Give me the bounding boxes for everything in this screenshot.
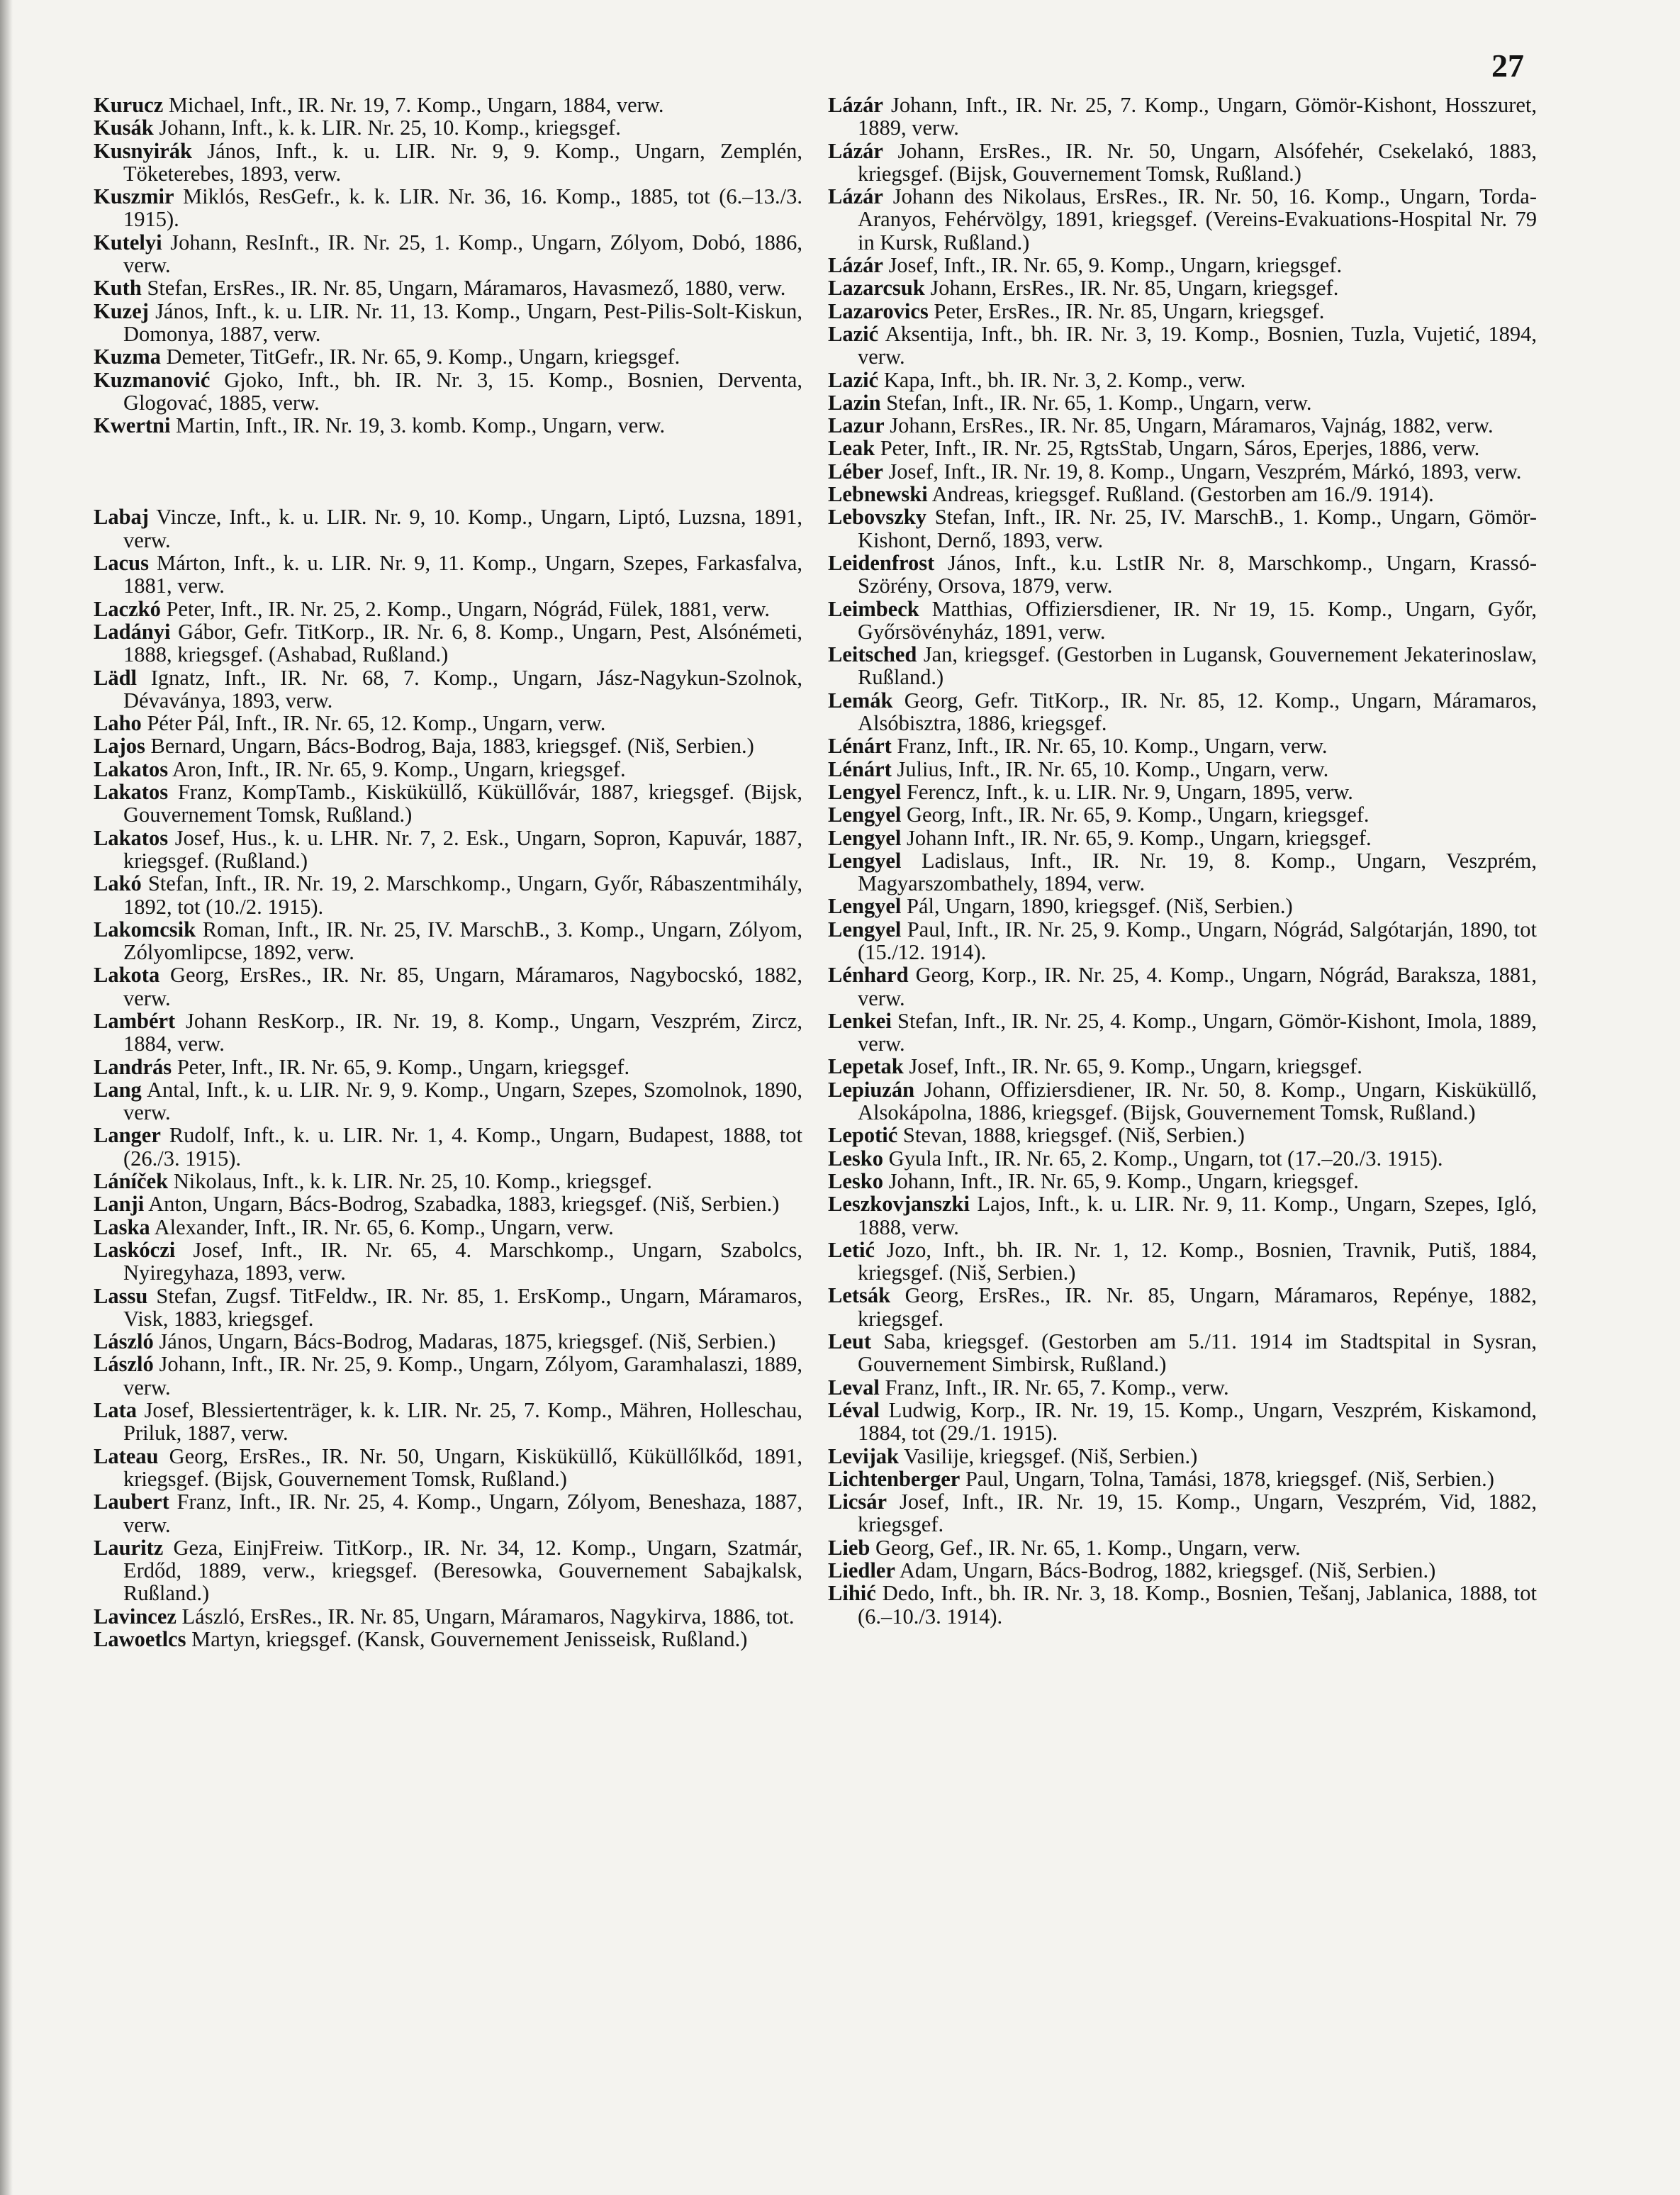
entry-surname: Lesko (828, 1168, 883, 1193)
casualty-entry (94, 1010, 802, 1056)
entry-details: Johann, Offiziersdiener, IR. Nr. 50, 8. Komp., Ungarn, Kisküküllő, Alsokápolna, 1886, kriegsgef. (Bijsk, Gouvernement Tomsk, Rußland.) (858, 1077, 1537, 1125)
entry-details: Péter Pál, Inft., IR. Nr. 65, 12. Komp., Ungarn, verw. (141, 711, 606, 736)
entry-details: Dedo, Inft., bh. IR. Nr. 3, 18. Komp., Bosnien, Tešanj, Jablanica, 1888, tot (6.–10./3. 1914). (858, 1581, 1537, 1629)
entry-details: Vincze, Inft., k. u. LIR. Nr. 9, 10. Komp., Ungarn, Liptó, Luzsna, 1891, verw. (123, 505, 802, 552)
entry-surname: Lénárt (828, 756, 892, 781)
casualty-entry (828, 1536, 1537, 1559)
entry-surname: Liedler (828, 1558, 895, 1582)
entry-surname: Lacus (94, 551, 149, 576)
casualty-entry (94, 277, 802, 299)
casualty-entry (94, 598, 802, 620)
casualty-entry (94, 185, 802, 231)
casualty-entry (94, 345, 802, 368)
entry-details: Adam, Ungarn, Bács-Bodrog, 1882, kriegsgef. (Niš, Serbien.) (895, 1558, 1436, 1582)
entry-details: Josef, Inft., IR. Nr. 19, 15. Komp., Ungarn, Veszprém, Vid, 1882, kriegsgef. (858, 1490, 1537, 1537)
entry-surname: Lawoetlcs (94, 1627, 186, 1651)
casualty-entry (94, 1628, 802, 1651)
left-entries-a (94, 94, 802, 437)
entry-surname: Lassu (94, 1283, 148, 1308)
entry-surname: Leszkovjanszki (828, 1192, 970, 1217)
entry-surname: Lata (94, 1398, 137, 1423)
entry-details: János, Inft., k. u. LIR. Nr. 9, 9. Komp., Ungarn, Zemplén, Töketerebes, 1893, verw. (123, 138, 802, 186)
entry-details: Johann, Inft., IR. Nr. 25, 9. Komp., Ungarn, Zólyom, Garamhalaszi, 1889, verw. (123, 1352, 802, 1400)
casualty-entry (828, 1490, 1537, 1536)
entry-details: Josef, Inft., IR. Nr. 65, 9. Komp., Ungarn, kriegsgef. (903, 1054, 1362, 1079)
casualty-entry (94, 1445, 802, 1491)
entry-details: Kapa, Inft., bh. IR. Nr. 3, 2. Komp., verw. (878, 367, 1246, 392)
casualty-entry (828, 94, 1537, 140)
casualty-entry (828, 506, 1537, 552)
entry-surname: Kuth (94, 276, 142, 301)
casualty-entry (828, 460, 1537, 483)
casualty-entry (828, 369, 1537, 391)
casualty-entry (828, 643, 1537, 689)
entry-details: Bernard, Ungarn, Bács-Bodrog, Baja, 1883, kriegsgef. (Niš, Serbien.) (145, 734, 754, 759)
entry-surname: Lakó (94, 871, 142, 896)
entry-surname: Lazić (828, 321, 879, 346)
entry-surname: Lakatos (94, 756, 169, 781)
entry-surname: Levijak (828, 1443, 899, 1468)
entry-surname: Kurucz (94, 93, 164, 117)
casualty-entry (94, 1056, 802, 1078)
entry-details: Lajos, Inft., k. u. LIR. Nr. 9, 11. Komp., Ungarn, Szepes, Igló, 1888, verw. (858, 1192, 1537, 1239)
casualty-entry (828, 140, 1537, 186)
casualty-entry (94, 1216, 802, 1239)
entry-details: Stefan, Inft., IR. Nr. 25, 4. Komp., Ungarn, Gömör-Kishont, Imola, 1889, verw. (858, 1008, 1537, 1056)
entry-details: Peter, ErsRes., IR. Nr. 85, Ungarn, kriegsgef. (928, 298, 1325, 323)
entry-surname: Lauritz (94, 1535, 164, 1560)
entry-details: Johann, ErsRes., IR. Nr. 85, Ungarn, Máramaros, Vajnág, 1882, verw. (884, 413, 1494, 438)
entry-details: Georg, Korp., IR. Nr. 25, 4. Komp., Ungarn, Nógrád, Baraksza, 1881, verw. (858, 963, 1537, 1010)
entry-surname: Lateau (94, 1443, 159, 1468)
entry-details: Johann Inft., IR. Nr. 65, 9. Komp., Ungarn, kriegsgef. (901, 825, 1372, 850)
entry-surname: Lazur (828, 413, 885, 438)
entry-details: Jozo, Inft., bh. IR. Nr. 1, 12. Komp., Bosnien, Travnik, Putiš, 1884, kriegsgef. (Niš, Serbien.) (858, 1237, 1537, 1285)
entry-surname: Kuzma (94, 345, 161, 369)
casualty-entry (828, 1239, 1537, 1285)
entry-details: Josef, Inft., IR. Nr. 65, 4. Marschkomp., Ungarn, Szabolcs, Nyiregyhaza, 1893, verw. (123, 1237, 802, 1285)
entry-details: Paul, Inft., IR. Nr. 25, 9. Komp., Ungarn, Nógrád, Salgótarján, 1890, tot (15./12. 1914). (858, 917, 1537, 964)
entry-surname: Laskóczi (94, 1237, 176, 1262)
entry-surname: Leitsched (828, 642, 917, 667)
entry-surname: Lazarcsuk (828, 276, 925, 301)
entry-details: Josef, Blessiertenträger, k. k. LIR. Nr. 25, 7. Komp., Mähren, Holleschau, Priluk, 1887, verw. (123, 1398, 802, 1446)
casualty-entry (828, 895, 1537, 917)
entry-surname: Lázár (828, 93, 883, 117)
entry-details: Johann, Inft., IR. Nr. 65, 9. Komp., Ungarn, kriegsgef. (883, 1168, 1359, 1193)
entry-details: Matthias, Offiziersdiener, IR. Nr 19, 15. Komp., Ungarn, Győr, Győrsövényház, 1891, verw. (858, 596, 1537, 644)
casualty-entry (828, 964, 1537, 1010)
entry-details: Franz, Inft., IR. Nr. 25, 4. Komp., Ungarn, Zólyom, Beneshaza, 1887, verw. (123, 1490, 802, 1537)
entry-details: Pál, Ungarn, 1890, kriegsgef. (Niš, Serbien.) (901, 894, 1293, 919)
entry-surname: László (94, 1329, 154, 1354)
entry-surname: Lakota (94, 963, 160, 988)
casualty-entry (94, 94, 802, 116)
entry-surname: Leut (828, 1329, 871, 1354)
entry-surname: Kutelyi (94, 230, 162, 255)
casualty-entry (828, 827, 1537, 849)
casualty-entry (94, 1353, 802, 1399)
entry-surname: Lázár (828, 138, 883, 163)
casualty-entry (94, 1330, 802, 1353)
entry-details: János, Inft., k. u. LIR. Nr. 11, 13. Komp., Ungarn, Pest-Pilis-Solt-Kiskun, Domonya, 1887, verw. (123, 298, 802, 346)
entry-details: Georg, Inft., IR. Nr. 65, 9. Komp., Ungarn, kriegsgef. (901, 803, 1370, 827)
entry-surname: Lepetak (828, 1054, 904, 1079)
casualty-entry (828, 323, 1537, 369)
entry-surname: Kwertni (94, 413, 171, 438)
casualty-entry (828, 483, 1537, 506)
entry-surname: Lang (94, 1077, 142, 1102)
entry-surname: Leimbeck (828, 596, 919, 621)
entry-details: Johann, Inft., IR. Nr. 25, 7. Komp., Ungarn, Gömör-Kishont, Hosszuret, 1889, verw. (858, 93, 1537, 140)
casualty-entry (828, 185, 1537, 254)
entry-details: Geza, EinjFreiw. TitKorp., IR. Nr. 34, 12. Komp., Ungarn, Szatmár, Erdőd, 1889, verw., kriegsgef. (Beresowka, Gouvernement Sabajkalsk, Rußland.) (123, 1535, 802, 1606)
casualty-entry (94, 1490, 802, 1536)
entry-details: Franz, Inft., IR. Nr. 65, 10. Komp., Ungarn, verw. (891, 734, 1328, 759)
entry-surname: Lavincez (94, 1604, 177, 1629)
entry-surname: Kuszmir (94, 184, 174, 209)
entry-details: Peter, Inft., IR. Nr. 25, 2. Komp., Ungarn, Nógrád, Fülek, 1881, verw. (160, 596, 771, 621)
entry-surname: Lazić (828, 367, 879, 392)
casualty-entry (828, 735, 1537, 757)
casualty-entry (828, 254, 1537, 277)
entry-details: Demeter, TitGefr., IR. Nr. 65, 9. Komp., Ungarn, kriegsgef. (160, 345, 681, 369)
entry-surname: Lazin (828, 390, 881, 415)
entry-details: Ladislaus, Inft., IR. Nr. 19, 8. Komp., Ungarn, Veszprém, Magyarszombathely, 1894, verw. (858, 848, 1537, 896)
entry-surname: Lihić (828, 1581, 876, 1606)
entry-surname: Letić (828, 1237, 875, 1262)
casualty-entry (94, 300, 802, 346)
entry-details: Stefan, Zugsf. TitFeldw., IR. Nr. 85, 1. ErsKomp., Ungarn, Máramaros, Visk, 1883, kriegsgef. (123, 1283, 802, 1331)
entry-surname: Landrás (94, 1054, 172, 1079)
entry-surname: Lengyel (828, 825, 902, 850)
section-gap (94, 437, 802, 506)
entry-details: Georg, Gef., IR. Nr. 65, 1. Komp., Ungarn, verw. (870, 1535, 1301, 1560)
casualty-entry (828, 1147, 1537, 1170)
entry-surname: Lesko (828, 1146, 883, 1171)
casualty-entry (94, 506, 802, 552)
entry-details: Gjoko, Inft., bh. IR. Nr. 3, 15. Komp., Bosnien, Derventa, Glogovać, 1885, verw. (123, 367, 802, 415)
casualty-entry (94, 552, 802, 598)
entry-details: János, Inft., k.u. LstIR Nr. 8, Marschkomp., Ungarn, Krassó-Szörény, Orsova, 1879, verw. (858, 550, 1537, 598)
entry-surname: Lengyel (828, 917, 902, 942)
entry-details: Georg, ErsRes., IR. Nr. 85, Ungarn, Máramaros, Repényе, 1882, kriegsgef. (858, 1283, 1537, 1331)
casualty-entry (94, 827, 802, 873)
casualty-entry (94, 712, 802, 735)
entry-surname: Léber (828, 459, 883, 484)
casualty-entry (94, 1124, 802, 1170)
entry-details: László, ErsRes., IR. Nr. 85, Ungarn, Máramaros, Nagykirva, 1886, tot. (176, 1604, 795, 1629)
left-column (94, 94, 802, 1651)
entry-surname: Láníček (94, 1169, 169, 1194)
casualty-entry (828, 918, 1537, 964)
entry-surname: Lepotić (828, 1123, 898, 1148)
right-entries (828, 94, 1537, 1628)
entry-details: Ignatz, Inft., IR. Nr. 68, 7. Komp., Ungarn, Jász-Nagykun-Szolnok, Dévaványa, 1893, verw. (123, 665, 802, 713)
entry-details: Ludwig, Korp., IR. Nr. 19, 15. Komp., Ungarn, Veszprém, Kiskamond, 1884, tot (29./1. 1915). (858, 1397, 1537, 1446)
casualty-entry (828, 598, 1537, 644)
entry-surname: Lázár (828, 184, 883, 209)
casualty-entry (94, 758, 802, 781)
casualty-entry (828, 1559, 1537, 1582)
casualty-entry (828, 1124, 1537, 1146)
entry-details: Martin, Inft., IR. Nr. 19, 3. komb. Komp., Ungarn, verw. (170, 413, 666, 438)
casualty-entry (94, 1239, 802, 1285)
casualty-entry (828, 1330, 1537, 1376)
entry-details: Josef, Hus., k. u. LHR. Nr. 7, 2. Esk., Ungarn, Sopron, Kapuvár, 1887, kriegsgef. (Rußland.) (123, 825, 802, 873)
casualty-entry (828, 1078, 1537, 1124)
entry-details: Stefan, Inft., IR. Nr. 25, IV. MarschB., 1. Komp., Ungarn, Gömör-Kishont, Dernő, 1893, verw. (858, 505, 1537, 552)
entry-surname: Lanji (94, 1192, 145, 1217)
casualty-entry (94, 369, 802, 415)
casualty-entry (94, 1170, 802, 1193)
entry-surname: Laczkó (94, 596, 161, 621)
entry-surname: Lajos (94, 734, 145, 759)
entry-surname: Labaj (94, 505, 149, 530)
entry-surname: Kuzej (94, 298, 149, 323)
entry-details: Johann, Inft., k. k. LIR. Nr. 25, 10. Komp., kriegsgef. (153, 116, 621, 140)
entry-surname: Lengyel (828, 894, 902, 919)
right-column (828, 94, 1537, 1628)
entry-surname: Licsár (828, 1490, 887, 1514)
entry-surname: Lakatos (94, 780, 169, 805)
entry-details: Stefan, Inft., IR. Nr. 65, 1. Komp., Ungarn, verw. (880, 390, 1312, 415)
casualty-entry (94, 964, 802, 1010)
entry-details: János, Ungarn, Bács-Bodrog, Madaras, 1875, kriegsgef. (Niš, Serbien.) (153, 1329, 776, 1354)
casualty-entry (828, 1468, 1537, 1490)
entry-surname: Lichtenberger (828, 1466, 961, 1491)
casualty-entry (94, 1605, 802, 1628)
entry-details: Georg, ErsRes., IR. Nr. 50, Ungarn, Kisküküllő, Küküllőlkőd, 1891, kriegsgef. (Bijsk, Gouvernement Tomsk, Rußland.) (123, 1443, 802, 1491)
entry-surname: Lepiuzán (828, 1077, 915, 1102)
entry-surname: Kusák (94, 116, 154, 140)
entry-surname: Leval (828, 1375, 880, 1400)
entry-surname: Léval (828, 1397, 880, 1422)
casualty-entry (828, 849, 1537, 895)
casualty-entry (94, 918, 802, 964)
entry-surname: László (94, 1352, 154, 1377)
entry-surname: Lénhard (828, 963, 909, 988)
entry-surname: Laska (94, 1214, 150, 1239)
entry-surname: Leak (828, 436, 875, 461)
casualty-entry (828, 277, 1537, 299)
entry-surname: Lengyel (828, 848, 902, 873)
entry-details: Andreas, kriegsgef. Rußland. (Gestorben am 16./9. 1914). (927, 482, 1434, 507)
casualty-entry (94, 872, 802, 918)
entry-details: Peter, Inft., IR. Nr. 25, RgtsStab, Ungarn, Sáros, Eperjes, 1886, verw. (875, 436, 1480, 461)
entry-details: Aksentija, Inft., bh. IR. Nr. 3, 19. Komp., Bosnien, Tuzla, Vujetić, 1894, verw. (858, 321, 1537, 369)
entry-details: Martyn, kriegsgef. (Kansk, Gouvernement Jenisseisk, Rußland.) (186, 1627, 748, 1651)
entry-surname: Lakomcsik (94, 917, 196, 942)
entry-surname: Letsák (828, 1283, 891, 1308)
entry-details: Gyula Inft., IR. Nr. 65, 2. Komp., Ungarn, tot (17.–20./3. 1915). (883, 1146, 1443, 1171)
entry-surname: Lebovszky (828, 505, 926, 530)
entry-details: Stefan, ErsRes., IR. Nr. 85, Ungarn, Máramaros, Havasmező, 1880, verw. (141, 276, 786, 301)
entry-details: Stevan, 1888, kriegsgef. (Niš, Serbien.) (897, 1123, 1245, 1148)
entry-details: Márton, Inft., k. u. LIR. Nr. 9, 11. Komp., Ungarn, Szepes, Farkasfalva, 1881, verw. (123, 551, 802, 598)
entry-surname: Laubert (94, 1490, 169, 1514)
entry-details: Georg, Gefr. TitKorp., IR. Nr. 85, 12. Komp., Ungarn, Máramaros, Alsóbisztra, 1886, kriegsgef. (858, 688, 1537, 736)
entry-details: Saba, kriegsgef. (Gestorben am 5./11. 1914 im Stadtspital in Sysran, Gouvernement Simbirsk, Rußland.) (858, 1329, 1537, 1377)
casualty-entry (828, 300, 1537, 323)
entry-surname: Lázár (828, 253, 883, 278)
entry-surname: Kuzmanović (94, 367, 211, 392)
entry-details: Josef, Inft., IR. Nr. 65, 9. Komp., Ungarn, kriegsgef. (883, 253, 1343, 278)
entry-surname: Lazarovics (828, 298, 929, 323)
entry-details: Aron, Inft., IR. Nr. 65, 9. Komp., Ungarn, kriegsgef. (168, 756, 626, 781)
entry-surname: Lenkei (828, 1008, 892, 1033)
page-number: 27 (1491, 48, 1524, 84)
entry-details: Michael, Inft., IR. Nr. 19, 7. Komp., Ungarn, 1884, verw. (163, 93, 664, 117)
page-edge-shadow (0, 0, 13, 2195)
casualty-entry (828, 1055, 1537, 1078)
entry-surname: Lakatos (94, 825, 169, 850)
casualty-entry (828, 391, 1537, 414)
entry-details: Nikolaus, Inft., k. k. LIR. Nr. 25, 10. Komp., kriegsgef. (168, 1169, 652, 1194)
casualty-entry (828, 781, 1537, 803)
entry-surname: Langer (94, 1123, 161, 1148)
entry-details: Alexander, Inft., IR. Nr. 65, 6. Komp., Ungarn, verw. (150, 1214, 614, 1239)
casualty-entry (94, 620, 802, 666)
entry-surname: Laho (94, 711, 142, 736)
casualty-entry (828, 803, 1537, 826)
casualty-entry (94, 140, 802, 186)
casualty-entry (828, 414, 1537, 437)
casualty-entry (94, 781, 802, 827)
casualty-entry (94, 1399, 802, 1445)
casualty-entry (94, 1193, 802, 1215)
casualty-entry (94, 735, 802, 757)
casualty-entry (828, 1445, 1537, 1468)
casualty-entry (94, 1078, 802, 1124)
casualty-entry (94, 666, 802, 713)
entry-details: Peter, Inft., IR. Nr. 65, 9. Komp., Ungarn, kriegsgef. (172, 1054, 630, 1079)
entry-details: Johann, ErsRes., IR. Nr. 50, Ungarn, Alsófehér, Csekelakó, 1883, kriegsgef. (Bijsk, Gouvernement Tomsk, Rußland.) (858, 138, 1537, 186)
entry-details: Antal, Inft., k. u. LIR. Nr. 9, 9. Komp., Ungarn, Szepes, Szomolnok, 1890, verw. (123, 1077, 802, 1125)
casualty-entry (828, 1284, 1537, 1330)
entry-details: Josef, Inft., IR. Nr. 19, 8. Komp., Ungarn, Veszprém, Márkó, 1893, verw. (883, 459, 1522, 484)
casualty-entry (94, 231, 802, 277)
entry-surname: Lénárt (828, 734, 892, 759)
entry-surname: Leidenfrost (828, 550, 935, 575)
casualty-entry (94, 1536, 802, 1605)
entry-details: Stefan, Inft., IR. Nr. 19, 2. Marschkomp., Ungarn, Győr, Rábaszentmihály, 1892, tot (10./2. 1915). (123, 871, 802, 919)
entry-surname: Lädl (94, 665, 138, 690)
entry-details: Roman, Inft., IR. Nr. 25, IV. MarschB., 3. Komp., Ungarn, Zólyom, Zólyomlipcse, 1892, verw. (123, 917, 802, 965)
entry-details: Georg, ErsRes., IR. Nr. 85, Ungarn, Máramaros, Nagybocskó, 1882, verw. (123, 963, 802, 1010)
entry-details: Anton, Ungarn, Bács-Bodrog, Szabadka, 1883, kriegsgef. (Niš, Serbien.) (144, 1192, 780, 1217)
entry-details: Julius, Inft., IR. Nr. 65, 10. Komp., Ungarn, verw. (891, 756, 1329, 781)
casualty-entry (828, 1582, 1537, 1628)
casualty-entry (828, 552, 1537, 598)
entry-details: Johann des Nikolaus, ErsRes., IR. Nr. 50, 16. Komp., Ungarn, Torda-Aranyos, Fehérvölgy, 1891, kriegsgef. (Vereins-Evakuations-Hospital Nr. 79 in Kursk, Rußland.) (858, 184, 1537, 255)
casualty-entry (828, 1170, 1537, 1193)
casualty-entry (828, 689, 1537, 735)
casualty-entry (828, 1193, 1537, 1239)
entry-surname: Lengyel (828, 803, 902, 827)
entry-surname: Lemák (828, 688, 893, 713)
entry-surname: Lebnewski (828, 482, 928, 507)
left-entries-b (94, 506, 802, 1651)
casualty-entry (828, 1399, 1537, 1445)
entry-details: Gábor, Gefr. TitKorp., IR. Nr. 6, 8. Komp., Ungarn, Pest, Alsónémeti, 1888, kriegsgef. (Ashabad, Rußland.) (123, 619, 802, 667)
entry-details: Miklós, ResGefr., k. k. LIR. Nr. 36, 16. Komp., 1885, tot (6.–13./3. 1915). (123, 184, 802, 232)
casualty-entry (94, 1285, 802, 1331)
entry-surname: Kusnyirák (94, 138, 192, 163)
casualty-entry (828, 758, 1537, 781)
casualty-entry (828, 437, 1537, 459)
casualty-entry (94, 116, 802, 139)
entry-surname: Lieb (828, 1535, 870, 1560)
entry-details: Ferencz, Inft., k. u. LIR. Nr. 9, Ungarn, 1895, verw. (901, 779, 1353, 804)
casualty-entry (94, 414, 802, 437)
entry-details: Vasilije, kriegsgef. (Niš, Serbien.) (898, 1443, 1198, 1468)
entry-surname: Ladányi (94, 619, 171, 644)
entry-details: Rudolf, Inft., k. u. LIR. Nr. 1, 4. Komp., Ungarn, Budapest, 1888, tot (26./3. 1915). (123, 1123, 802, 1171)
casualty-entry (828, 1010, 1537, 1056)
entry-details: Johann, ResInft., IR. Nr. 25, 1. Komp., Ungarn, Zólyom, Dobó, 1886, verw. (123, 230, 802, 278)
entry-details: Jan, kriegsgef. (Gestorben in Lugansk, Gouvernement Jekaterinoslaw, Rußland.) (858, 642, 1537, 690)
entry-details: Johann ResKorp., IR. Nr. 19, 8. Komp., Ungarn, Veszprém, Zircz, 1884, verw. (123, 1008, 802, 1056)
entry-details: Franz, Inft., IR. Nr. 65, 7. Komp., verw. (879, 1375, 1229, 1400)
entry-details: Johann, ErsRes., IR. Nr. 85, Ungarn, kriegsgef. (924, 276, 1339, 301)
casualty-entry (828, 1376, 1537, 1399)
entry-surname: Lambért (94, 1008, 176, 1033)
entry-details: Franz, KompTamb., Kisküküllő, Küküllővár, 1887, kriegsgef. (Bijsk, Gouvernement Tomsk, Rußland.) (123, 780, 802, 827)
entry-details: Paul, Ungarn, Tolna, Tamási, 1878, kriegsgef. (Niš, Serbien.) (960, 1466, 1494, 1491)
entry-surname: Lengyel (828, 779, 902, 804)
